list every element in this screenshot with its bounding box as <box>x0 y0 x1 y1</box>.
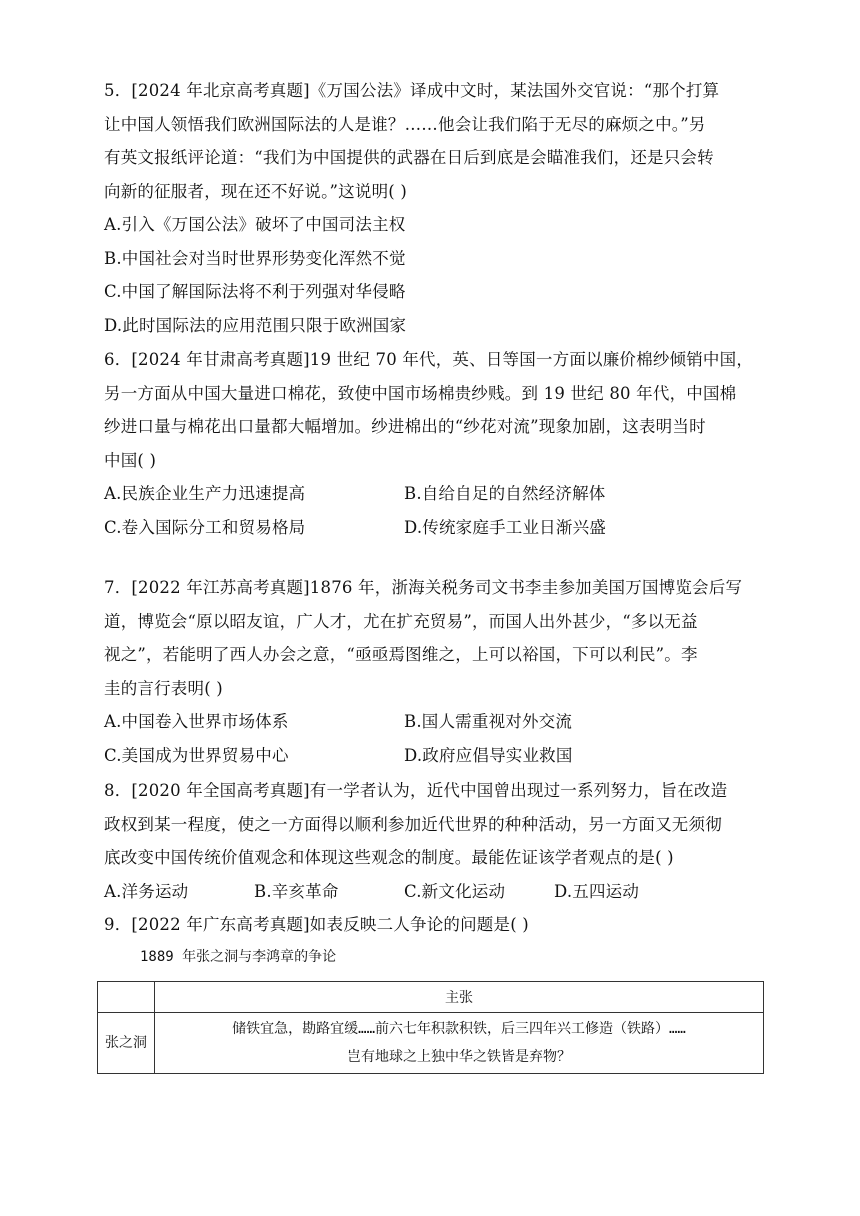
q7-option-a[interactable]: A.中国卷入世界市场体系 <box>104 712 289 731</box>
table-row <box>98 1013 764 1074</box>
q8-option-c[interactable]: C.新文化运动 <box>404 881 506 901</box>
q5-stem-line: 5．[2024 年北京高考真题]《万国公法》译成中文时，某法国外交官说：“那个打算 <box>104 81 720 100</box>
q7-option-b[interactable]: B.国人需重视对外交流 <box>404 712 573 731</box>
q6-option-a[interactable]: A.民族企业生产力迅速提高 <box>104 484 306 503</box>
q5-option-d[interactable]: D.此时国际法的应用范围只限于欧洲国家 <box>104 315 407 335</box>
question-9 <box>104 908 780 942</box>
q7-option-c[interactable]: C.美国成为世界贸易中心 <box>104 745 289 765</box>
question-8 <box>104 774 780 908</box>
claim-line: 储铁宜急，勘路宜缓……前六七年积款积铁，后三四年兴工修造（铁路）…… <box>232 1021 686 1037</box>
q8-option-a[interactable]: A.洋务运动 <box>104 881 189 901</box>
q6-option-c[interactable]: C.卷入国际分工和贸易格局 <box>104 517 306 537</box>
q6-stem-line: 另一方面从中国大量进口棉花，致使中国市场棉贵纱贱。到 19 世纪 80 年代，中国棉 <box>104 383 737 403</box>
header-cell-claim: 主张 <box>155 982 764 1013</box>
q8-stem-line: 政权到某一程度，使之一方面得以顺利参加近代世界的种种活动，另一方面又无须彻 <box>104 814 722 834</box>
q7-option-d[interactable]: D.政府应倡导实业救国 <box>404 745 573 765</box>
q7-stem-line: 圭的言行表明( ) <box>104 678 223 698</box>
question-7 <box>104 571 780 772</box>
q6-option-b[interactable]: B.自给自足的自然经济解体 <box>404 484 606 503</box>
debate-table <box>97 981 764 1074</box>
q9-stem-line: 9．[2022 年广东高考真题]如表反映二人争论的问题是( ) <box>104 915 529 934</box>
q6-stem-line: 纱进口量与棉花出口量都大幅增加。纱进棉出的“纱花对流”现象加剧，这表明当时 <box>104 417 706 436</box>
q8-stem-line: 8．[2020 年全国高考真题]有一学者认为，近代中国曾出现过一系列努力，旨在改造 <box>104 781 728 800</box>
q8-stem-line: 底改变中国传统价值观念和体现这些观念的制度。最能佐证该学者观点的是( ) <box>104 848 674 867</box>
q6-option-d[interactable]: D.传统家庭手工业日渐兴盛 <box>404 517 606 537</box>
row-person-cell: 张之洞 <box>98 1013 155 1074</box>
q5-option-c[interactable]: C.中国了解国际法将不利于列强对华侵略 <box>104 282 406 301</box>
claim-line: 岂有地球之上独中华之铁皆是弃物？ <box>347 1049 571 1065</box>
q5-stem-line: 让中国人领悟我们欧洲国际法的人是谁？……他会让我们陷于无尽的麻烦之中。”另 <box>104 114 706 134</box>
header-empty-cell <box>98 982 155 1013</box>
q5-stem-line: 向新的征服者，现在还不好说。”这说明( ) <box>104 181 408 201</box>
question-6 <box>104 343 780 544</box>
q8-option-b[interactable]: B.辛亥革命 <box>254 881 339 901</box>
q7-stem-line: 7．[2022 年江苏高考真题]1876 年，浙海关税务司文书李圭参加美国万国博览会后写 <box>104 578 743 597</box>
table-header-row <box>98 982 764 1013</box>
q7-stem-line: 道，博览会“原以昭友谊，广人才，尤在扩充贸易”，而国人出外甚少，“多以无益 <box>104 611 698 631</box>
q8-option-d[interactable]: D.五四运动 <box>554 881 640 901</box>
table-caption: 1889 年张之洞与李鸿章的争论 <box>140 949 337 965</box>
row-claim-cell <box>155 1013 764 1074</box>
q5-option-b[interactable]: B.中国社会对当时世界形势变化浑然不觉 <box>104 248 406 268</box>
q7-stem-line: 视之”，若能明了西人办会之意，“亟亟焉图维之，上可以裕国，下可以利民”。李 <box>104 645 698 664</box>
question-5 <box>104 74 780 342</box>
q6-stem-line: 6．[2024 年甘肃高考真题]19 世纪 70 年代，英、日等国一方面以廉价棉纱倾销中国， <box>104 350 754 369</box>
q5-option-a[interactable]: A.引入《万国公法》破坏了中国司法主权 <box>104 215 406 234</box>
q5-stem-line: 有英文报纸评论道：“我们为中国提供的武器在日后到底是会瞄准我们，还是只会转 <box>104 148 714 167</box>
q6-stem-line: 中国( ) <box>104 450 157 470</box>
